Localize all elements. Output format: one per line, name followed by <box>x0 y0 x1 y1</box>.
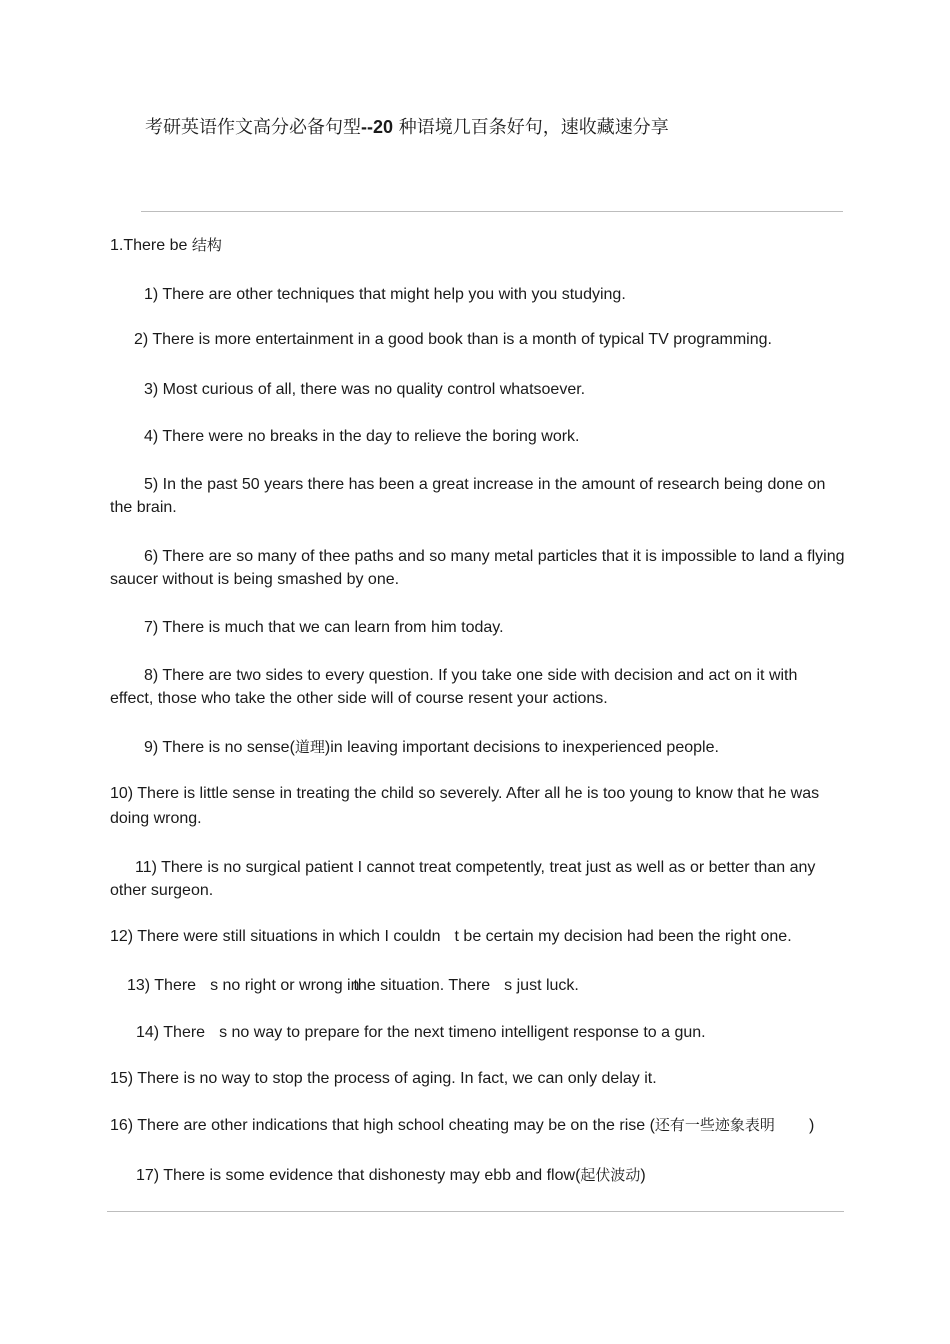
sentence-9-cn: 道理 <box>294 738 325 756</box>
sentence-7: 7) There is much that we can learn from him today. <box>144 619 504 636</box>
bottom-divider <box>107 1211 844 1212</box>
sentence-5: 5) In the past 50 years there has been a great increase in the amount of research being done on the brain. <box>110 476 826 516</box>
sentence-16-cn: 还有一些迹象表明 <box>654 1116 775 1134</box>
sentence-11: 11) There is no surgical patient I cannot treat competently, treat just as well as or better than any other surgeon. <box>110 859 816 899</box>
title-suffix: 种语境几百条好句，速收藏速分享 <box>398 117 669 138</box>
title-prefix: 考研英语作文高分必备句型 <box>145 117 361 138</box>
sentence-12-part-a: 12) There were still situations in which I couldn <box>110 928 441 945</box>
sentence-16-part-a: 16) There are other indications that high school cheating may be on the rise ( <box>110 1117 655 1134</box>
document-title <box>145 114 669 141</box>
sentence-17-part-a: 17) There is some evidence that dishonesty may ebb and flow( <box>136 1167 581 1184</box>
top-divider <box>141 211 843 212</box>
sentence-9-part-a: 9) There is no sense( <box>144 739 295 756</box>
sentence-16-part-b: ) <box>808 1117 815 1134</box>
sentence-14-part-b: s no way to prepare for the next time <box>219 1024 479 1041</box>
sentence-12-part-b: t be certain my decision had been the right one. <box>454 928 792 945</box>
sentence-13-part-c: the situation. There <box>353 977 491 994</box>
sentence-16 <box>110 1114 814 1137</box>
sentence-9 <box>144 736 719 759</box>
sentence-13-part-b: s no right or wrong in <box>210 977 360 994</box>
section-label: 1.There be <box>110 237 192 254</box>
sentence-14 <box>136 1022 706 1044</box>
sentence-17-part-b: ) <box>640 1167 646 1184</box>
sentence-12 <box>110 926 792 948</box>
sentence-13-part-d: s just luck. <box>504 977 579 994</box>
sentence-3: 3) Most curious of all, there was no quality control whatsoever. <box>144 381 586 398</box>
sentence-9-part-b: )in leaving important decisions to inexperienced people. <box>324 739 719 756</box>
sentence-4: 4) There were no breaks in the day to relieve the boring work. <box>144 428 580 445</box>
sentence-1: 1) There are other techniques that might help you with you studying. <box>144 286 626 303</box>
sentence-15: 15) There is no way to stop the process of aging. In fact, we can only delay it. <box>110 1070 657 1087</box>
sentence-2: 2) There is more entertainment in a good book than is a month of typical TV programming. <box>134 331 772 348</box>
sentence-8: 8) There are two sides to every question. If you take one side with decision and act on it with effect, those who take the other side will of course resent your actions. <box>110 667 798 707</box>
title-bold-number: --20 <box>361 117 394 137</box>
sentence-17-cn: 起伏波动 <box>580 1166 641 1184</box>
sentence-13-part-a: 13) There <box>127 977 197 994</box>
section-heading <box>110 234 222 257</box>
sentence-17 <box>136 1164 646 1187</box>
sentence-14-part-a: 14) There <box>136 1024 206 1041</box>
sentence-10: 10) There is little sense in treating the child so severely. After all he is too young to know that he was doing wrong. <box>110 785 820 827</box>
sentence-13 <box>127 975 579 997</box>
section-label-cn: 结构 <box>191 236 222 254</box>
sentence-6: 6) There are so many of thee paths and so many metal particles that it is impossible to land a flying saucer without is being smashed by one. <box>110 548 845 588</box>
sentence-14-part-c: no intelligent response to a gun. <box>478 1024 706 1041</box>
